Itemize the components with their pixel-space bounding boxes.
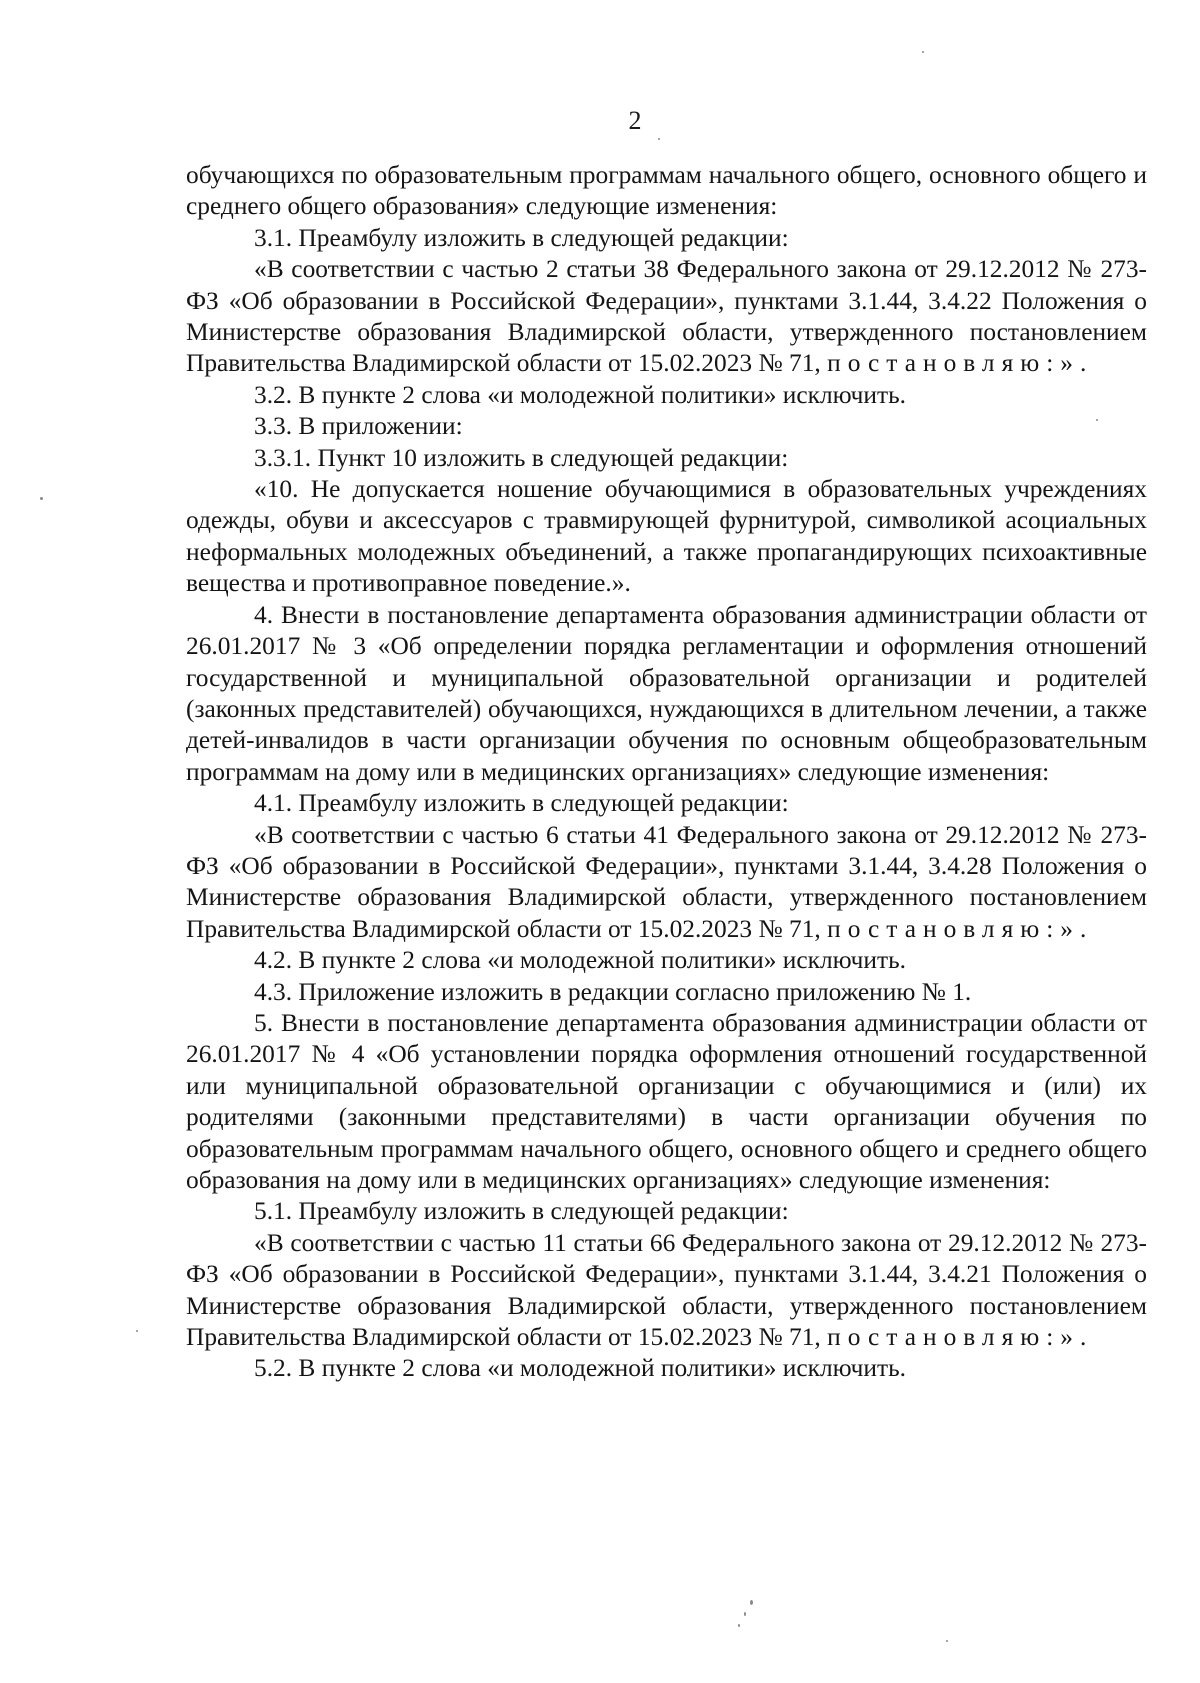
paragraph-3-2 <box>186 380 1147 411</box>
paragraph-3-1 <box>186 223 1147 254</box>
paragraph-point-10 <box>186 474 1147 600</box>
paragraph-text: 3.3. В приложении: <box>254 412 463 441</box>
scan-speck <box>922 51 924 53</box>
scan-speck <box>750 1600 753 1605</box>
paragraph-text: «В соответствии с частью 6 статьи 41 Федерального закона от 29.12.2012 № 273-ФЗ «Об образовании в Российской Федерации», пунктами 3.1.44, 3.4.28 Положения о Министерстве образования Владимирской области, утвержденного постановлением Правительства Владимирской области от 15.02.2023 № 71, <box>186 820 1147 943</box>
paragraph-5-1 <box>186 1196 1147 1227</box>
paragraph-text: обучающихся по образовательным программам начального общего, основного общего и среднего общего образования» следующие изменения: <box>186 161 1147 221</box>
scan-speck <box>136 1330 138 1332</box>
page-number: 2 <box>628 106 642 135</box>
paragraph-text: 3.2. В пункте 2 слова «и молодежной политики» исключить. <box>254 380 906 409</box>
paragraph-text: 3.1. Преамбулу изложить в следующей редакции: <box>254 223 789 252</box>
paragraph-4-3 <box>186 977 1147 1008</box>
paragraph-text: 4. Внести в постановление департамента образования администрации области от 26.01.2017 № 3 «Об определении порядка регламентации и оформления отношений государственной и муниципальной образовательной организации и родителей (законных представителей) обучающихся, нуждающихся в длительном лечении, а также детей-инвалидов в части организации обучения по основным общеобразовательным программам на дому или в медицинских организациях» следующие изменения: <box>186 600 1147 786</box>
paragraph-text: «10. Не допускается ношение обучающимися в образовательных учреждениях одежды, обуви и аксессуаров с травмирующей фурнитурой, символикой асоциальных неформальных молодежных объединений, а также пропагандирующих психоактивные вещества и противоправное поведение.». <box>186 475 1147 598</box>
spaced-word: постановляю:». <box>827 1323 1094 1352</box>
paragraph-4-1 <box>186 788 1147 819</box>
paragraph-text: 4.2. В пункте 2 слова «и молодежной политики» исключить. <box>254 946 906 975</box>
scan-speck <box>744 1612 746 1616</box>
paragraph-text: 3.3.1. Пункт 10 изложить в следующей редакции: <box>254 443 789 472</box>
paragraph-3-1-preamble <box>186 254 1147 380</box>
paragraph-text: 5. Внести в постановление департамента образования администрации области от 26.01.2017 № 4 «Об установлении порядка оформления отношений государственной или муниципальной образовательной организации с обучающимися и (или) их родителями (законными представителями) в части организации обучения по образовательным программам начального общего, основного общего и среднего общего образования на дому или в медицинских организациях» следующие изменения: <box>186 1008 1147 1194</box>
paragraph-text: «В соответствии с частью 11 статьи 66 Федерального закона от 29.12.2012 № 273-ФЗ «Об образовании в Российской Федерации», пунктами 3.1.44, 3.4.21 Положения о Министерстве образования Владимирской области, утвержденного постановлением Правительства Владимирской области от 15.02.2023 № 71, <box>186 1228 1147 1352</box>
paragraph-4 <box>186 600 1147 788</box>
paragraph-3-3 <box>186 411 1147 442</box>
paragraph-3-3-1 <box>186 443 1147 474</box>
spaced-word: постановляю:». <box>827 914 1094 943</box>
paragraph-5-1-preamble <box>186 1228 1147 1354</box>
scan-speck <box>658 138 660 140</box>
spaced-word: постановляю:». <box>827 349 1094 378</box>
scan-speck <box>946 1640 948 1642</box>
document-body <box>186 160 1147 1385</box>
paragraph-4-2 <box>186 945 1147 976</box>
paragraph-text: 4.3. Приложение изложить в редакции согласно приложению № 1. <box>254 977 972 1006</box>
scan-speck <box>40 497 43 500</box>
paragraph-5-2 <box>186 1353 1147 1384</box>
paragraph-text: 5.1. Преамбулу изложить в следующей редакции: <box>254 1197 789 1226</box>
scan-speck <box>1096 419 1098 421</box>
paragraph-text: 5.2. В пункте 2 слова «и молодежной политики» исключить. <box>254 1354 906 1383</box>
paragraph-continuation <box>186 160 1147 223</box>
paragraph-text: 4.1. Преамбулу изложить в следующей редакции: <box>254 789 789 818</box>
scan-speck <box>738 1624 740 1627</box>
paragraph-5 <box>186 1008 1147 1196</box>
paragraph-4-1-preamble <box>186 820 1147 946</box>
paragraph-text: «В соответствии с частью 2 статьи 38 Федерального закона от 29.12.2012 № 273-ФЗ «Об образовании в Российской Федерации», пунктами 3.1.44, 3.4.22 Положения о Министерстве образования Владимирской области, утвержденного постановлением Правительства Владимирской области от 15.02.2023 № 71, <box>186 255 1147 378</box>
